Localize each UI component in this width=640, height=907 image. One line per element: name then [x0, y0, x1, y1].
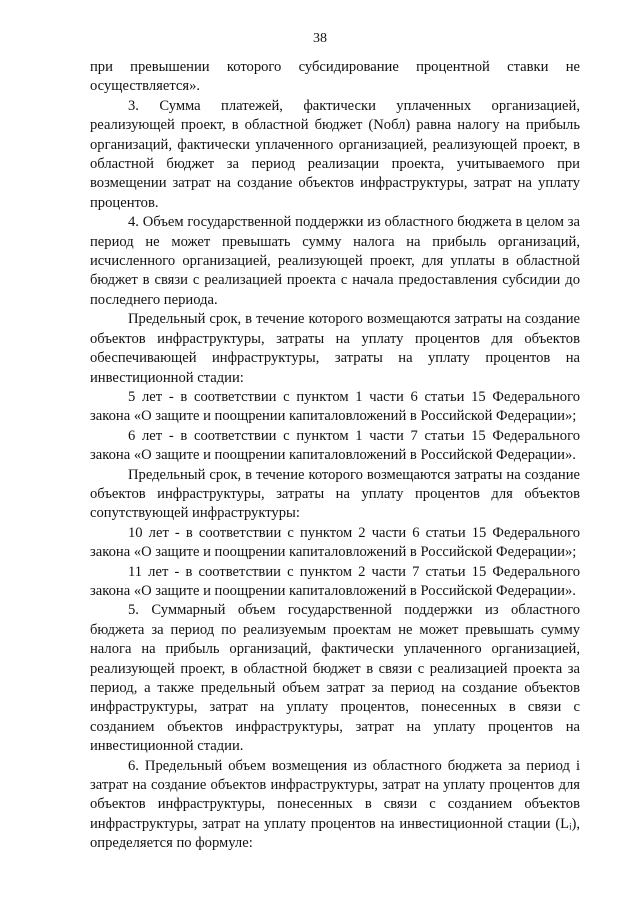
paragraph-deadline-provision: Предельный срок, в течение которого возмещаются затраты на создание объектов инфраструктуры, затраты на уплату процентов для объектов обеспечивающей инфраструктуры, затраты на уплату процентов на инвестиционной стадии: [90, 311, 580, 386]
paragraph-continuation: при превышении которого субсидирование процентной ставки не осуществляется». [90, 59, 580, 95]
document-body [90, 58, 580, 854]
paragraph-item-6: 6. Предельный объем возмещения из областного бюджета за период i затрат на создание объектов инфраструктуры, затрат на уплату процентов для объектов инфраструктуры, понесенных в связи с созданием объектов инфраструктуры, затрат на уплату процентов на инвестиционной стации (Lᵢ), определяется по формуле: [90, 757, 580, 852]
paragraph-term-10-years: 10 лет - в соответствии с пунктом 2 части 6 статьи 15 Федерального закона «О защите и поощрении капиталовложений в Российской Федерации»; [90, 524, 580, 561]
page-number: 38 [313, 31, 327, 46]
paragraph-term-6-years: 6 лет - в соответствии с пунктом 1 части 7 статьи 15 Федерального закона «О защите и поощрении капиталовложений в Российской Федерации». [90, 427, 580, 464]
paragraph-item-4: 4. Объем государственной поддержки из областного бюджета в целом за период не может превышать сумму налога на прибыль организаций, исчисленного организацией, реализующей проект, для уплаты в областной бюджет в связи с реализацией проекта с начала предоставления субсидии до последнего периода. [90, 214, 580, 308]
paragraph-item-3: 3. Сумма платежей, фактически уплаченных организацией, реализующей проект, в областной бюджет (Nобл) равна налогу на прибыль организаций, фактически уплаченного организацией, реализующей проект, в областной бюджет за период реализации проекта, учитываемого при возмещении затрат на создание объектов инфраструктуры, затрат на уплату процентов. [90, 97, 580, 211]
paragraph-deadline-associated: Предельный срок, в течение которого возмещаются затраты на создание объектов инфраструктуры, затраты на уплату процентов для объектов сопутствующей инфраструктуры: [90, 466, 580, 522]
paragraph-item-5: 5. Суммарный объем государственной поддержки из областного бюджета за период по реализуемым проектам не может превышать сумму налога на прибыль организаций, фактически уплаченного организацией, реализующей проект, в областной бюджет в связи с реализацией проекта за период, а также предельный объем затрат за период на создание объектов инфраструктуры, затрат на уплату процентов, понесенных в связи с созданием объектов инфраструктуры, затрат на уплату процентов на инвестиционной стадии. [90, 602, 580, 755]
paragraph-term-11-years: 11 лет - в соответствии с пунктом 2 части 7 статьи 15 Федерального закона «О защите и поощрении капиталовложений в Российской Федерации». [90, 563, 580, 599]
paragraph-term-5-years: 5 лет - в соответствии с пунктом 1 части 6 статьи 15 Федерального закона «О защите и поощрении капиталовложений в Российской Федерации»; [90, 388, 580, 425]
